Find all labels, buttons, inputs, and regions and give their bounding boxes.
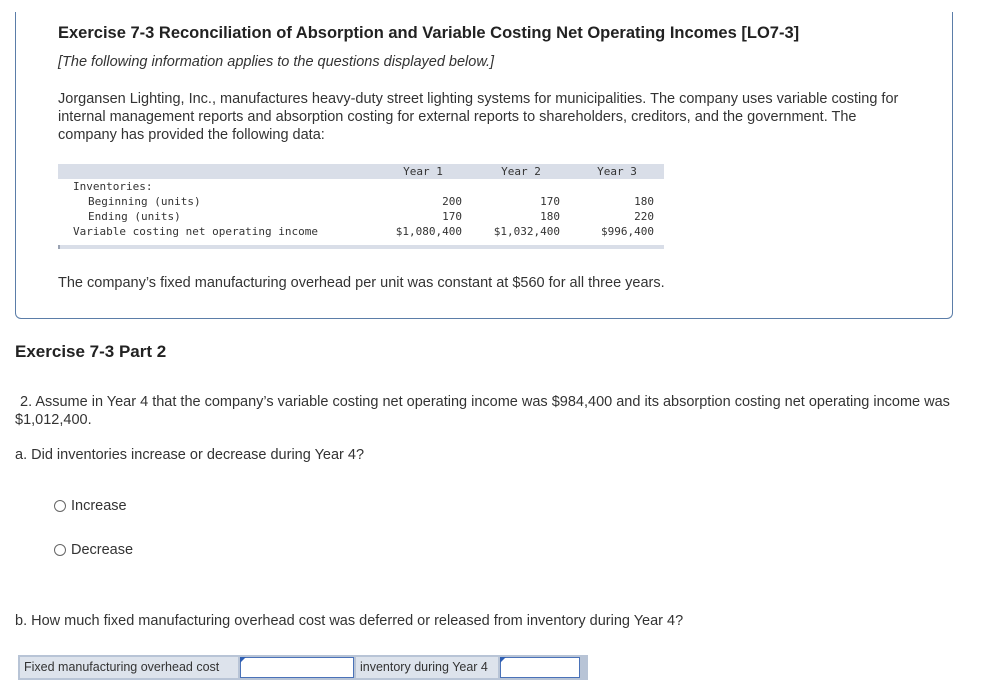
cell-value: $996,400 [601, 225, 654, 238]
exercise-title: Exercise 7-3 Reconciliation of Absorption and Variable Costing Net Operating Incomes [LO7-3] [58, 24, 800, 42]
inventories-label: Inventories: [73, 180, 153, 193]
table-row [58, 194, 664, 209]
header-blank [58, 164, 374, 179]
table-header-row [58, 164, 664, 179]
cell-value: 220 [634, 210, 654, 223]
radio-circle-icon[interactable] [54, 544, 66, 556]
cell-value: $1,080,400 [395, 225, 462, 238]
intro-paragraph: Jorgansen Lighting, Inc., manufactures heavy-duty street lighting systems for municipalities. The company uses variable costing for internal management reports and absorption costing for external reports to shareholders, creditors, and the government. The company has provided the following data: [58, 91, 899, 143]
table-row [58, 179, 664, 194]
header-year-1: Year 1 [403, 165, 443, 178]
overhead-note: The company’s fixed manufacturing overhead per unit was constant at $560 for all three years. [58, 275, 665, 291]
table-row [58, 224, 664, 239]
table-row [58, 209, 664, 224]
row-label: Variable costing net operating income [73, 225, 319, 238]
data-table [58, 164, 664, 239]
answer-label-right: inventory during Year 4 [356, 657, 498, 678]
row-label: Beginning (units) [88, 195, 201, 208]
header-year-3: Year 3 [597, 165, 637, 178]
flag-icon [500, 657, 506, 663]
radio-circle-icon[interactable] [54, 500, 66, 512]
row-label: Ending (units) [88, 210, 181, 223]
radio-label: Decrease [71, 542, 134, 558]
overhead-amount-input[interactable] [240, 657, 354, 678]
answer-row [18, 655, 588, 680]
cell-value: 180 [634, 195, 654, 208]
cell-value: $1,032,400 [493, 225, 560, 238]
answer-label-left: Fixed manufacturing overhead cost [20, 657, 238, 678]
question-b: b. How much fixed manufacturing overhead cost was deferred or released from inventory during Year 4? [15, 613, 684, 629]
header-year-2: Year 2 [501, 165, 541, 178]
question-text: 2. Assume in Year 4 that the company’s variable costing net operating income was $984,400 and its absorption costing net operating income was $1,012,400. [15, 394, 950, 428]
radio-decrease[interactable] [54, 542, 133, 558]
part-title: Exercise 7-3 Part 2 [15, 342, 167, 361]
radio-increase[interactable] [54, 498, 127, 514]
cell-value: 170 [540, 195, 560, 208]
deferred-released-select[interactable] [500, 657, 580, 678]
cell-value: 180 [540, 210, 560, 223]
question-a: a. Did inventories increase or decrease during Year 4? [15, 447, 365, 463]
cell-value: 200 [442, 195, 462, 208]
table-footer-rule [58, 245, 664, 249]
cell-value: 170 [442, 210, 462, 223]
flag-icon [240, 657, 246, 663]
radio-label: Increase [71, 498, 127, 514]
info-notice: [The following information applies to the questions displayed below.] [58, 54, 495, 70]
